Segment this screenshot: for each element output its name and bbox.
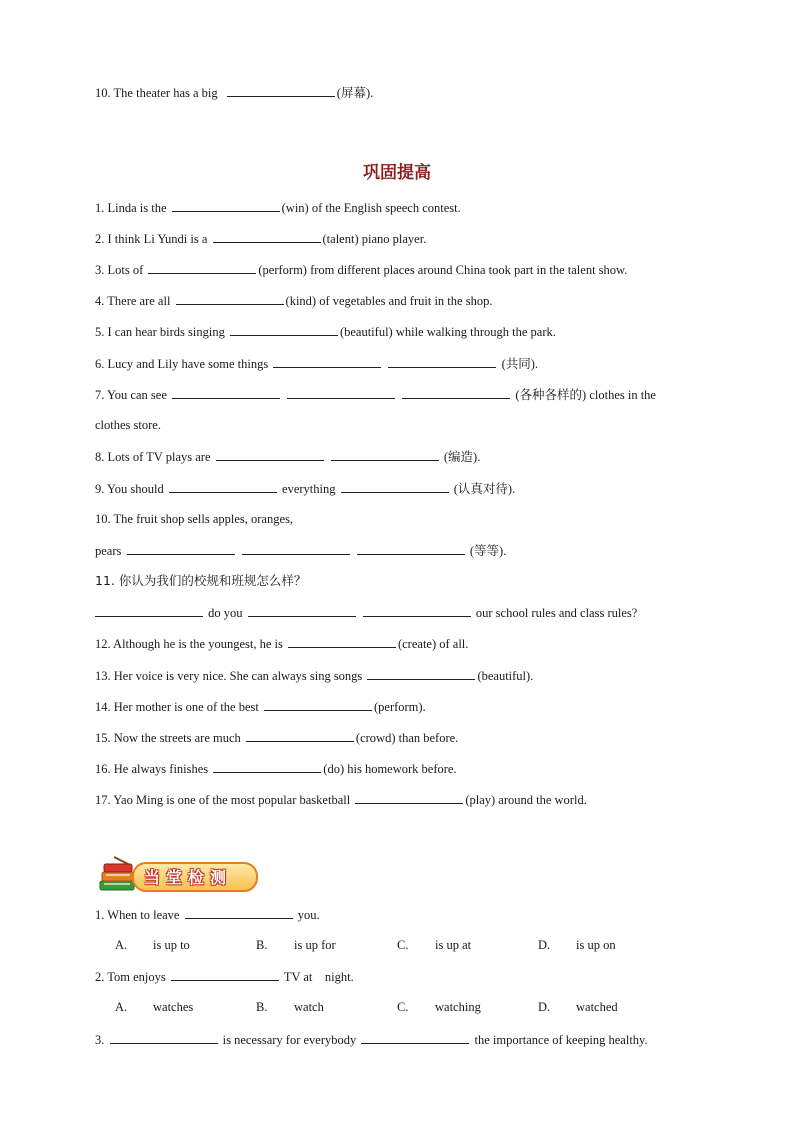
answer-blank[interactable] — [171, 968, 279, 981]
answer-blank[interactable] — [227, 84, 335, 97]
exercise-item — [95, 729, 458, 746]
item-text: 4. There are all — [95, 294, 171, 308]
item-hint: (create) of all. — [397, 637, 469, 651]
badge-label: 当堂检测 — [144, 868, 233, 887]
item-hint: (等等). — [469, 544, 507, 558]
item-text: 10. The fruit shop sells apples, oranges, — [95, 512, 293, 526]
exercise-item — [95, 667, 533, 684]
option-text: is up on — [576, 938, 616, 952]
item-text: 3. Lots of — [95, 263, 144, 277]
answer-blank[interactable] — [127, 542, 235, 555]
item-text: 1. Linda is the — [95, 201, 167, 215]
item-hint: (beautiful). — [477, 669, 534, 683]
mc-question — [95, 968, 354, 985]
mc-question — [95, 1031, 648, 1048]
mc-options — [95, 999, 695, 1015]
answer-blank[interactable] — [367, 667, 475, 680]
item-text: 2. I think Li Yundi is a — [95, 232, 208, 246]
answer-blank[interactable] — [287, 386, 395, 399]
item-text: 12. Although he is the youngest, he is — [95, 637, 283, 651]
item-hint: (编造). — [443, 450, 481, 464]
option-letter: A. — [115, 938, 128, 952]
exercise-item — [95, 448, 480, 465]
answer-blank[interactable] — [264, 698, 372, 711]
question-number: 3. — [95, 1033, 105, 1047]
answer-blank[interactable] — [361, 1031, 469, 1044]
exercise-item-continuation — [95, 417, 161, 433]
answer-blank[interactable] — [176, 292, 284, 305]
item-hint: (各种各样的) clothes in the — [515, 388, 656, 402]
item-text: 15. Now the streets are much — [95, 731, 241, 745]
option-text: watched — [576, 1000, 618, 1014]
item-hint: (crowd) than before. — [355, 731, 459, 745]
answer-blank[interactable] — [216, 448, 324, 461]
exercise-item — [95, 573, 306, 589]
answer-blank[interactable] — [172, 199, 280, 212]
item-text: The theater has a big — [113, 86, 218, 100]
item-hint: (talent) piano player. — [322, 232, 427, 246]
exercise-item-10-top — [95, 84, 373, 101]
mc-question — [95, 906, 320, 923]
answer-blank[interactable] — [242, 542, 350, 555]
item-text: do you — [208, 606, 243, 620]
section-title: 巩固提高 — [363, 163, 431, 183]
answer-blank[interactable] — [357, 542, 465, 555]
answer-blank[interactable] — [248, 604, 356, 617]
exercise-item — [95, 760, 457, 777]
exercise-item — [95, 355, 538, 372]
answer-blank[interactable] — [110, 1031, 218, 1044]
item-text: 17. Yao Ming is one of the most popular basketball — [95, 793, 351, 807]
exercise-item — [95, 292, 492, 309]
option-letter: C. — [397, 938, 409, 952]
option-text: watches — [153, 1000, 194, 1014]
answer-blank[interactable] — [402, 386, 510, 399]
answer-blank[interactable] — [95, 604, 203, 617]
item-text: everything — [282, 482, 336, 496]
answer-blank[interactable] — [246, 729, 354, 742]
item-hint: (共同). — [501, 357, 539, 371]
question-text: 2. Tom enjoys — [95, 970, 166, 984]
item-hint: (beautiful) while walking through the park. — [339, 325, 556, 339]
answer-blank[interactable] — [185, 906, 293, 919]
exercise-item — [95, 199, 461, 216]
answer-blank[interactable] — [388, 355, 496, 368]
option-text: is up to — [153, 938, 190, 952]
question-text: is necessary for everybody — [222, 1033, 357, 1047]
section-badge — [96, 855, 258, 895]
item-text: 6. Lucy and Lily have some things — [95, 357, 269, 371]
item-text: 9. You should — [95, 482, 164, 496]
item-text: clothes store. — [95, 418, 161, 432]
exercise-item — [95, 261, 627, 278]
answer-blank[interactable] — [355, 791, 463, 804]
item-text: 14. Her mother is one of the best — [95, 700, 259, 714]
answer-blank[interactable] — [363, 604, 471, 617]
item-text: 5. I can hear birds singing — [95, 325, 225, 339]
question-text: TV at night. — [283, 970, 354, 984]
exercise-item — [95, 698, 426, 715]
option-letter: B. — [256, 1000, 268, 1014]
exercise-item — [95, 386, 656, 403]
item-hint: (play) around the world. — [465, 793, 587, 807]
item-hint: (屏幕). — [336, 86, 374, 100]
item-hint: (认真对待). — [453, 482, 516, 496]
exercise-item-continuation — [95, 542, 506, 559]
exercise-item — [95, 480, 515, 497]
answer-blank[interactable] — [213, 760, 321, 773]
item-text: our school rules and class rules? — [475, 606, 638, 620]
item-text: 16. He always finishes — [95, 762, 209, 776]
item-hint: (perform). — [373, 700, 426, 714]
answer-blank[interactable] — [273, 355, 381, 368]
exercise-item — [95, 511, 293, 527]
option-letter: A. — [115, 1000, 128, 1014]
item-text: pears — [95, 544, 122, 558]
option-text: watching — [435, 1000, 481, 1014]
option-text: is up for — [294, 938, 336, 952]
option-letter: D. — [538, 938, 551, 952]
question-text: the importance of keeping healthy. — [474, 1033, 648, 1047]
exercise-item — [95, 230, 426, 247]
answer-blank[interactable] — [172, 386, 280, 399]
option-letter: C. — [397, 1000, 409, 1014]
exercise-item — [95, 635, 468, 652]
item-hint: (do) his homework before. — [323, 762, 457, 776]
answer-blank[interactable] — [341, 480, 449, 493]
option-letter: B. — [256, 938, 268, 952]
exercise-item-continuation — [95, 604, 637, 621]
item-hint: (perform) from different places around China took part in the talent show. — [258, 263, 628, 277]
item-text: 8. Lots of TV plays are — [95, 450, 211, 464]
item-text: 11. 你认为我们的校规和班规怎么样？ — [95, 573, 307, 588]
answer-blank[interactable] — [288, 635, 396, 648]
item-hint: (win) of the English speech contest. — [281, 201, 461, 215]
item-hint: (kind) of vegetables and fruit in the shop. — [285, 294, 493, 308]
answer-blank[interactable] — [148, 261, 256, 274]
answer-blank[interactable] — [169, 480, 277, 493]
exercise-item — [95, 323, 556, 340]
exercise-item — [95, 791, 587, 808]
item-text: 13. Her voice is very nice. She can always sing songs — [95, 669, 363, 683]
answer-blank[interactable] — [230, 323, 338, 336]
question-text: 1. When to leave — [95, 908, 180, 922]
mc-options — [95, 937, 695, 953]
item-number: 10. — [95, 86, 111, 100]
option-text: watch — [294, 1000, 324, 1014]
option-text: is up at — [435, 938, 472, 952]
question-text: you. — [297, 908, 320, 922]
answer-blank[interactable] — [331, 448, 439, 461]
answer-blank[interactable] — [213, 230, 321, 243]
item-text: 7. You can see — [95, 388, 167, 402]
option-letter: D. — [538, 1000, 551, 1014]
